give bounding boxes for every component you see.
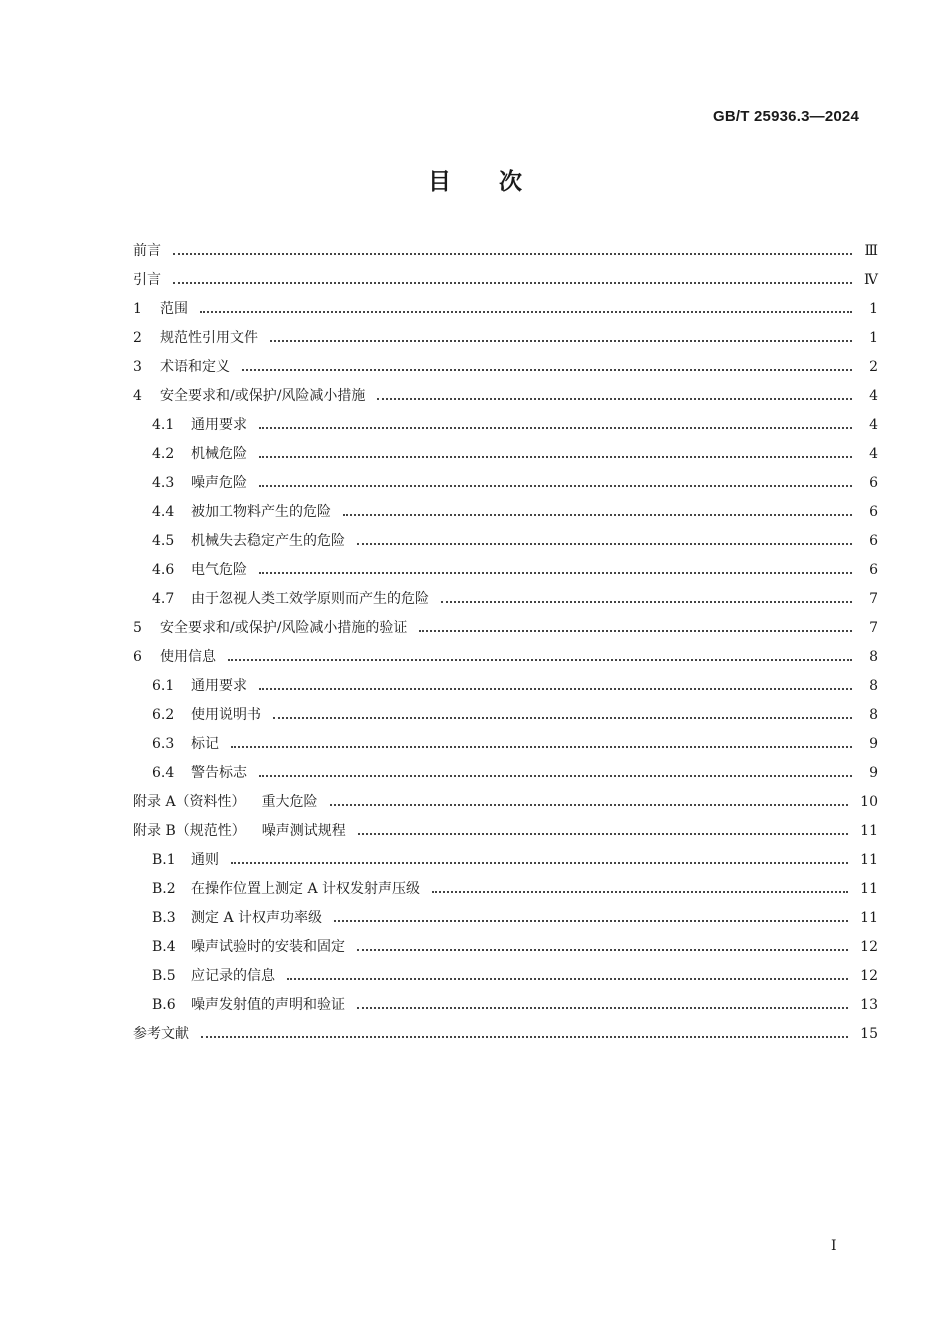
toc-entry-page: 12 <box>860 968 878 984</box>
toc-entry-b-6[interactable] <box>133 994 878 1023</box>
toc-entry-page: 2 <box>869 359 878 375</box>
toc-entry-number: 6.1 <box>152 678 175 694</box>
toc-entry-page: 8 <box>869 649 878 665</box>
dot-leader <box>441 601 852 603</box>
toc-entry-label: 安全要求和/或保护/风险减小措施 <box>160 388 366 404</box>
toc-entry-number: 4.7 <box>152 591 175 607</box>
toc-entry-label: 使用信息 <box>160 649 216 665</box>
toc-entry-label: 测定 A 计权声功率级 <box>191 910 323 926</box>
toc-entry-4-1[interactable] <box>133 414 878 443</box>
toc-entry-number: 3 <box>133 359 142 375</box>
toc-entry-number: 4.1 <box>152 417 175 433</box>
toc-entry-3[interactable] <box>133 356 878 385</box>
toc-entry-number: B.2 <box>152 881 176 897</box>
toc-entry-page: 6 <box>869 533 878 549</box>
toc-entry-page: 1 <box>869 301 878 317</box>
toc-entry-label: 规范性引用文件 <box>160 330 258 346</box>
toc-title <box>0 163 950 196</box>
dot-leader <box>242 369 852 371</box>
standard-code: GB/T 25936.3—2024 <box>713 108 859 125</box>
dot-leader <box>287 978 848 980</box>
toc-entry-b-3[interactable] <box>133 907 878 936</box>
toc-entry-label: 在操作位置上测定 A 计权发射声压级 <box>191 881 421 897</box>
toc-entry-4-7[interactable] <box>133 588 878 617</box>
dot-leader <box>330 804 849 806</box>
toc-entry-label: 前言 <box>133 243 161 259</box>
dot-leader <box>273 717 852 719</box>
toc-entry-number: 2 <box>133 330 142 346</box>
toc-entry-number: 附录 A（资料性） <box>133 794 246 810</box>
dot-leader <box>259 572 852 574</box>
toc-entry-label: 噪声危险 <box>191 475 247 491</box>
toc-entry-6-2[interactable] <box>133 704 878 733</box>
toc-entry-bibliography[interactable] <box>133 1023 878 1052</box>
toc-entry-page: 4 <box>869 417 878 433</box>
toc-title-char-2: 次 <box>499 169 522 195</box>
toc-entry-label: 通则 <box>191 852 219 868</box>
dot-leader <box>259 427 852 429</box>
toc-entry-annex-a[interactable] <box>133 791 878 820</box>
dot-leader <box>173 282 852 284</box>
page-number: Ⅰ <box>831 1238 837 1254</box>
dot-leader <box>357 1007 848 1009</box>
toc-entry-page: 6 <box>869 562 878 578</box>
toc-entry-page: 11 <box>860 881 878 897</box>
toc-entry-page: 12 <box>860 939 878 955</box>
toc-entry-label: 噪声试验时的安装和固定 <box>191 939 345 955</box>
toc-entry-annex-b[interactable] <box>133 820 878 849</box>
dot-leader <box>377 398 852 400</box>
toc-entry-number: 4.5 <box>152 533 175 549</box>
toc-entry-b-2[interactable] <box>133 878 878 907</box>
dot-leader <box>200 311 852 313</box>
dot-leader <box>358 833 848 835</box>
toc-entry-label: 噪声测试规程 <box>261 823 346 839</box>
dot-leader <box>173 253 852 255</box>
toc-entry-number: B.6 <box>152 997 176 1013</box>
toc-entry-label: 标记 <box>191 736 219 752</box>
toc-entry-4[interactable] <box>133 385 878 414</box>
toc-entry-label: 引言 <box>133 272 161 288</box>
toc-entry-label: 电气危险 <box>191 562 247 578</box>
toc-entry-page: 10 <box>860 794 878 810</box>
toc-entry-page: 6 <box>869 504 878 520</box>
toc-entry-number: 6.2 <box>152 707 175 723</box>
toc-entry-page: 15 <box>860 1026 878 1042</box>
toc-entry-introduction[interactable] <box>133 269 878 298</box>
toc-entry-page: 8 <box>869 707 878 723</box>
toc-entry-6-1[interactable] <box>133 675 878 704</box>
toc-entry-number: 4.3 <box>152 475 175 491</box>
toc-entry-4-5[interactable] <box>133 530 878 559</box>
toc-entry-number: 6 <box>133 649 142 665</box>
dot-leader <box>201 1036 848 1038</box>
toc-entry-number: 4.6 <box>152 562 175 578</box>
toc-entry-page: 7 <box>869 620 878 636</box>
toc-entry-label: 机械危险 <box>191 446 247 462</box>
toc-entry-page: 7 <box>869 591 878 607</box>
toc-entry-6-3[interactable] <box>133 733 878 762</box>
toc-entry-label: 重大危险 <box>261 794 318 810</box>
toc-entry-4-4[interactable] <box>133 501 878 530</box>
toc-entry-label: 由于忽视人类工效学原则而产生的危险 <box>191 591 429 607</box>
toc-entry-label: 使用说明书 <box>191 707 261 723</box>
toc-entry-b-4[interactable] <box>133 936 878 965</box>
toc-entry-6[interactable] <box>133 646 878 675</box>
toc-entry-page: 6 <box>869 475 878 491</box>
toc-entry-page: Ⅳ <box>864 272 878 288</box>
dot-leader <box>259 688 852 690</box>
toc-entry-page: 9 <box>869 765 878 781</box>
toc-entry-page: 8 <box>869 678 878 694</box>
toc-entry-foreword[interactable] <box>133 240 878 269</box>
dot-leader <box>228 659 852 661</box>
toc-entry-label: 通用要求 <box>191 417 247 433</box>
toc-entry-2[interactable] <box>133 327 878 356</box>
toc-entry-page: 1 <box>869 330 878 346</box>
dot-leader <box>270 340 852 342</box>
toc-entry-number: 4.4 <box>152 504 175 520</box>
dot-leader <box>259 775 852 777</box>
toc-entry-1[interactable] <box>133 298 878 327</box>
dot-leader <box>343 514 852 516</box>
toc-entry-label: 术语和定义 <box>160 359 230 375</box>
toc-entry-label: 范围 <box>160 301 188 317</box>
toc-entry-b-1[interactable] <box>133 849 878 878</box>
toc-entry-label: 应记录的信息 <box>191 968 275 984</box>
toc-entry-page: Ⅲ <box>864 243 878 259</box>
toc-entry-number: B.5 <box>152 968 176 984</box>
toc-entry-page: 4 <box>869 388 878 404</box>
dot-leader <box>334 920 848 922</box>
dot-leader <box>259 456 852 458</box>
dot-leader <box>419 630 852 632</box>
dot-leader <box>357 543 852 545</box>
toc-entry-4-3[interactable] <box>133 472 878 501</box>
toc-entry-page: 11 <box>860 823 878 839</box>
toc-entry-number: 附录 B（规范性） <box>133 823 246 839</box>
toc-entry-b-5[interactable] <box>133 965 878 994</box>
dot-leader <box>357 949 848 951</box>
toc-entry-number: B.4 <box>152 939 176 955</box>
dot-leader <box>231 862 848 864</box>
toc-entry-label: 参考文献 <box>133 1026 189 1042</box>
toc-entry-label: 机械失去稳定产生的危险 <box>191 533 345 549</box>
dot-leader <box>231 746 852 748</box>
toc-entry-6-4[interactable] <box>133 762 878 791</box>
table-of-contents <box>133 240 878 1052</box>
toc-entry-page: 4 <box>869 446 878 462</box>
toc-entry-label: 通用要求 <box>191 678 247 694</box>
toc-entry-label: 警告标志 <box>191 765 247 781</box>
toc-entry-label: 被加工物料产生的危险 <box>191 504 331 520</box>
dot-leader <box>432 891 848 893</box>
toc-entry-number: B.1 <box>152 852 176 868</box>
toc-entry-number: 4 <box>133 388 142 404</box>
toc-entry-number: 6.4 <box>152 765 175 781</box>
toc-entry-number: 5 <box>133 620 142 636</box>
toc-entry-page: 13 <box>860 997 878 1013</box>
toc-entry-label: 安全要求和/或保护/风险减小措施的验证 <box>160 620 408 636</box>
toc-entry-number: B.3 <box>152 910 176 926</box>
dot-leader <box>259 485 852 487</box>
toc-entry-page: 11 <box>860 852 878 868</box>
toc-entry-page: 11 <box>860 910 878 926</box>
toc-title-char-1: 目 <box>428 169 451 195</box>
toc-entry-number: 4.2 <box>152 446 175 462</box>
toc-entry-4-2[interactable] <box>133 443 878 472</box>
toc-entry-5[interactable] <box>133 617 878 646</box>
toc-entry-4-6[interactable] <box>133 559 878 588</box>
toc-entry-number: 1 <box>133 301 142 317</box>
toc-entry-page: 9 <box>869 736 878 752</box>
toc-entry-number: 6.3 <box>152 736 175 752</box>
toc-entry-label: 噪声发射值的声明和验证 <box>191 997 345 1013</box>
